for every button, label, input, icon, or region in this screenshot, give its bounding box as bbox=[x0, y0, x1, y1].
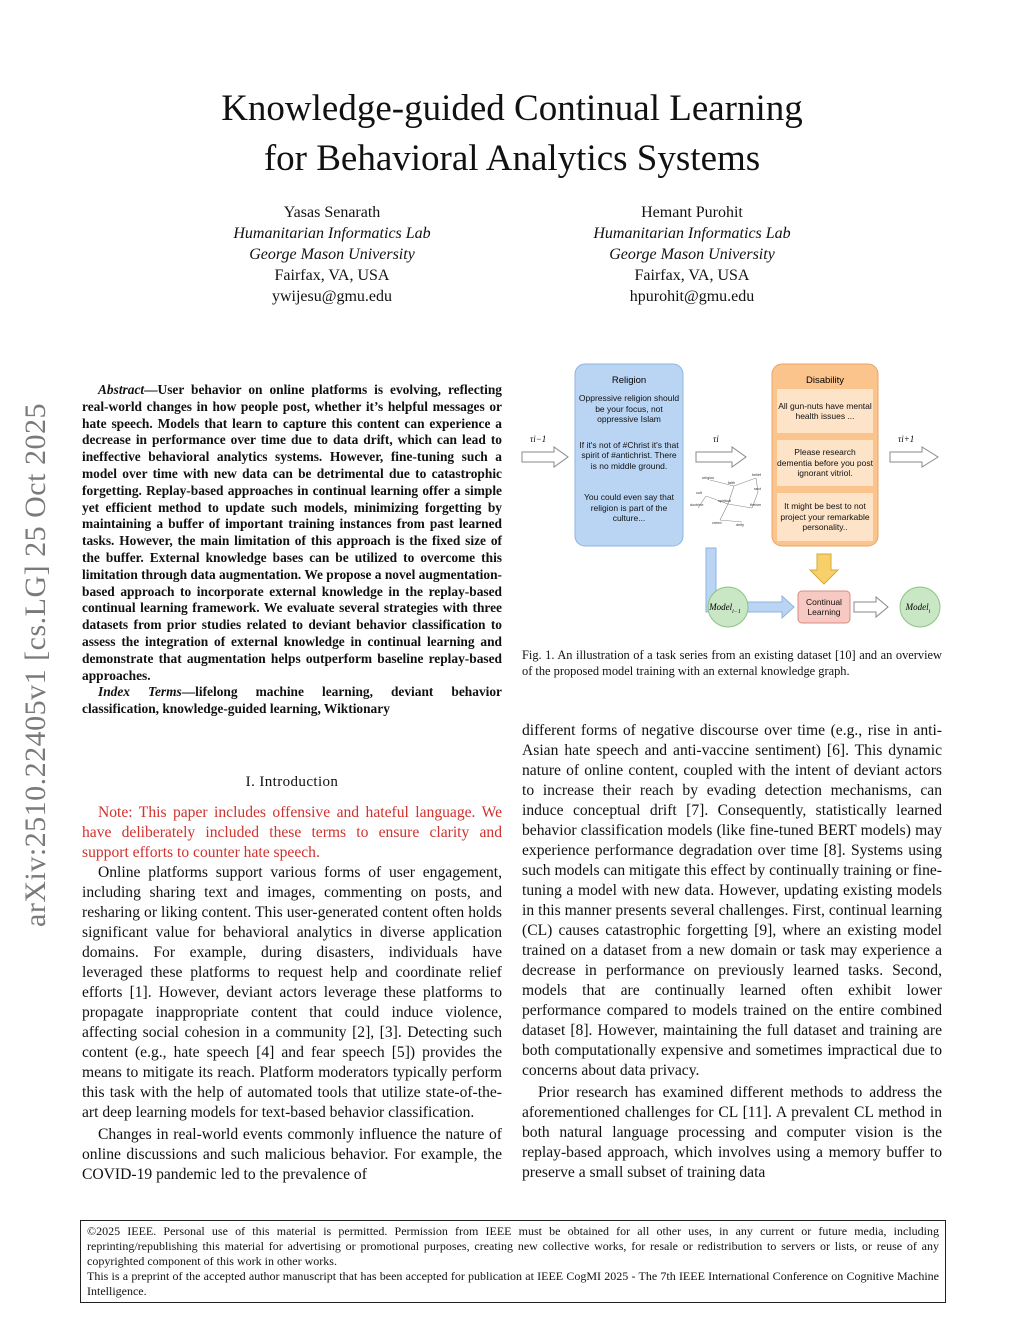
graph-word: doctrine bbox=[690, 503, 704, 507]
section-heading-introduction: I. Introduction bbox=[245, 774, 339, 790]
author-university: George Mason University bbox=[609, 246, 775, 263]
religion-post-1: Oppressive religion should be your focus, not oppressive Islam bbox=[578, 393, 680, 425]
abstract bbox=[82, 382, 502, 718]
right-column-body bbox=[522, 721, 942, 1183]
title-line-2: for Behavioral Analytics Systems bbox=[263, 138, 761, 179]
graph-word: cult bbox=[696, 491, 702, 495]
content-warning-note: Note: This paper includes offensive and hateful language. We have deliberately included these terms to ensure clarity and support efforts to counter hate speech. bbox=[82, 804, 502, 861]
graph-word: creed bbox=[712, 521, 722, 525]
disability-post-2: Please research dementia before you post ignorant vitriol. bbox=[777, 447, 873, 479]
graph-word: religion bbox=[702, 476, 715, 480]
copyright-line-1: ©2025 IEEE. Personal use of this material is permitted. Permission from IEEE must be obtained for all other uses, in any current or future media, including reprinting/republishing this material for advertising or promotional purposes, creating new collective works, for resale or redistribution to servers or lists, or reuse of any copyrighted component of this work in other works. bbox=[87, 1224, 939, 1268]
task-arrow-right bbox=[890, 447, 938, 467]
disability-post-1: All gun-nuts have mental health issues ... bbox=[778, 400, 872, 421]
author-name: Yasas Senarath bbox=[283, 204, 381, 221]
intro-paragraph-3: Prior research has examined different methods to address the aforementioned challenges for CL [11]. A prevalent CL method in both natural language processing and computer vision is the replay-based approach, which involves using a memory buffer to preserve a small subset of training data bbox=[522, 1084, 942, 1181]
tau-prev-label: τi−1 bbox=[530, 434, 547, 444]
figure-caption: Fig. 1. An illustration of a task series from an existing dataset [10] and an overview of the proposed model training with an external knowledge graph. bbox=[522, 648, 942, 678]
arxiv-identifier: arXiv:2510.22405v1 [cs.LG] 25 Oct 2025 bbox=[19, 403, 52, 927]
graph-word: theism bbox=[750, 503, 762, 507]
abstract-text: —User behavior on online platforms is evolving, reflecting real-world changes in how people post, whether it’s helpful messages or hate speech. Models that learn to capture this content can experience a decrease in performance over time due to data drift, which can lead to ineffective behavioral analytics systems. However, fine-tuning such a model over time with new data can be detrimental due to catastrophic forgetting. Replay-based approaches in continual learning offer a simple yet efficient method to update such models, minimizing forgetting by maintaining a buffer of important training instances from past learned tasks. However, the main limitation of this approach is the fixed size of the buffer. External knowledge bases can be utilized to overcome this limitation through data augmentation. We propose a novel augmentation-based approach to incorporate external knowledge in the replay-based continual learning framework. We evaluate several strategies with three datasets from prior studies related to deviant behavior classification to assess the integration of external knowledge in continual learning and demonstrate that augmentation helps outperform baseline replay-based approaches. bbox=[82, 382, 502, 683]
title-line-1: Knowledge-guided Continual Learning bbox=[221, 88, 803, 129]
author-lab: Humanitarian Informatics Lab bbox=[593, 225, 791, 242]
author-university: George Mason University bbox=[249, 246, 415, 263]
intro-paragraph-2: Changes in real-world events commonly influence the nature of online discussions and such malicious behavior. For example, the COVID-19 pandemic led to the prevalence of bbox=[82, 1126, 502, 1183]
paper-title bbox=[0, 84, 1024, 184]
model-prev-label: Model$_{i-1}$ bbox=[709, 602, 741, 615]
author-location: Fairfax, VA, USA bbox=[634, 267, 750, 284]
author-email: ywijesu@gmu.edu bbox=[271, 288, 393, 305]
intro-paragraph-1: Online platforms support various forms of user engagement, including sharing text and images, commenting on posts, and resharing or liking content. This user-generated content often holds significant value for behavioral analytics in diverse application domains. For example, during disasters, individuals have leveraged these platforms to request help and coordinate relief efforts [1]. However, deviant actors leverage these platforms to propagate inappropriate content that could induce violence, affecting social cohesion in a community [2], [3]. Detecting such content (e.g., hate speech [4] and fear speech [5]) provides the means to mitigate its reach. Platform moderators typically perform this task with the help of automated tools that utilize state-of-the-art deep learning models for text-based behavior classification. bbox=[82, 864, 502, 1121]
figure-1-diagram bbox=[520, 362, 942, 640]
continual-learning-label: Continual Learning bbox=[806, 597, 842, 617]
author-email: hpurohit@gmu.edu bbox=[629, 288, 755, 305]
task-arrow-left bbox=[522, 447, 568, 467]
index-terms-text: —lifelong machine learning, deviant behavior classification, knowledge-guided learning, Wiktionary bbox=[82, 684, 502, 717]
author-lab: Humanitarian Informatics Lab bbox=[233, 225, 431, 242]
copyright-notice bbox=[80, 1220, 946, 1303]
cl-output-arrow bbox=[854, 597, 888, 617]
graph-word: deity bbox=[736, 523, 745, 527]
graph-word: spiritual bbox=[718, 499, 732, 503]
abstract-label: Abstract bbox=[98, 382, 145, 397]
intro-paragraph-2-continued: different forms of negative discourse over time (e.g., rise in anti-Asian hate speech and anti-vaccine sentiment) [6]. This dynamic nature of online content, coupled with the intent of deviant actors to increase their reach by evading detection mechanisms, can induce conceptual drift [7]. Consequently, statistically learned behavior classification models (like fine-tuned BERT models) may experience performance degradation over time [8]. Systems using such models can mitigate this effect by continually training or fine-tuning a model with new data. However, updating existing models in this manner presents several challenges. First, continual learning (CL) causes catastrophic forgetting [9], where an existing model trained on a dataset from a new domain or task may experience a decrease in performance on previously learned tasks. Second, models that are continually learned often exhibit lower performance compared to models trained on the entire combined dataset [8]. However, maintaining the full dataset and training are both computationally expensive and sometimes impractical due to concerns about data privacy. bbox=[522, 722, 942, 1079]
index-terms-label: Index Terms bbox=[98, 684, 182, 700]
disability-post-3: It might be best to not project your remarkable personality.. bbox=[780, 501, 870, 533]
religion-post-2: If it's not of #Christ it's that spirit of #antichrist. There is no middle ground. bbox=[579, 439, 679, 471]
author-block-2 bbox=[542, 202, 842, 307]
model-next-label: Model$_i$ bbox=[905, 602, 931, 615]
graph-word: sect bbox=[754, 487, 761, 491]
augmentation-arrow bbox=[810, 554, 838, 584]
task-arrow-middle bbox=[696, 447, 746, 467]
tau-curr-label: τi bbox=[713, 434, 719, 444]
religion-post-3: You could even say that religion is part of the culture... bbox=[584, 492, 674, 524]
religion-panel-title: Religion bbox=[611, 375, 647, 386]
author-name: Hemant Purohit bbox=[641, 204, 743, 221]
author-location: Fairfax, VA, USA bbox=[274, 267, 390, 284]
author-block-1 bbox=[182, 202, 482, 307]
graph-word: faith bbox=[728, 481, 736, 485]
tau-next-label: τi+1 bbox=[898, 434, 915, 444]
copyright-line-2: This is a preprint of the accepted author manuscript that has been accepted for publication at IEEE CogMI 2025 - The 7th IEEE International Conference on Cognitive Machine Intelligence. bbox=[87, 1269, 939, 1298]
disability-panel-title: Disability bbox=[805, 375, 845, 386]
graph-word: belief bbox=[752, 473, 762, 477]
left-column-body bbox=[82, 803, 502, 1185]
